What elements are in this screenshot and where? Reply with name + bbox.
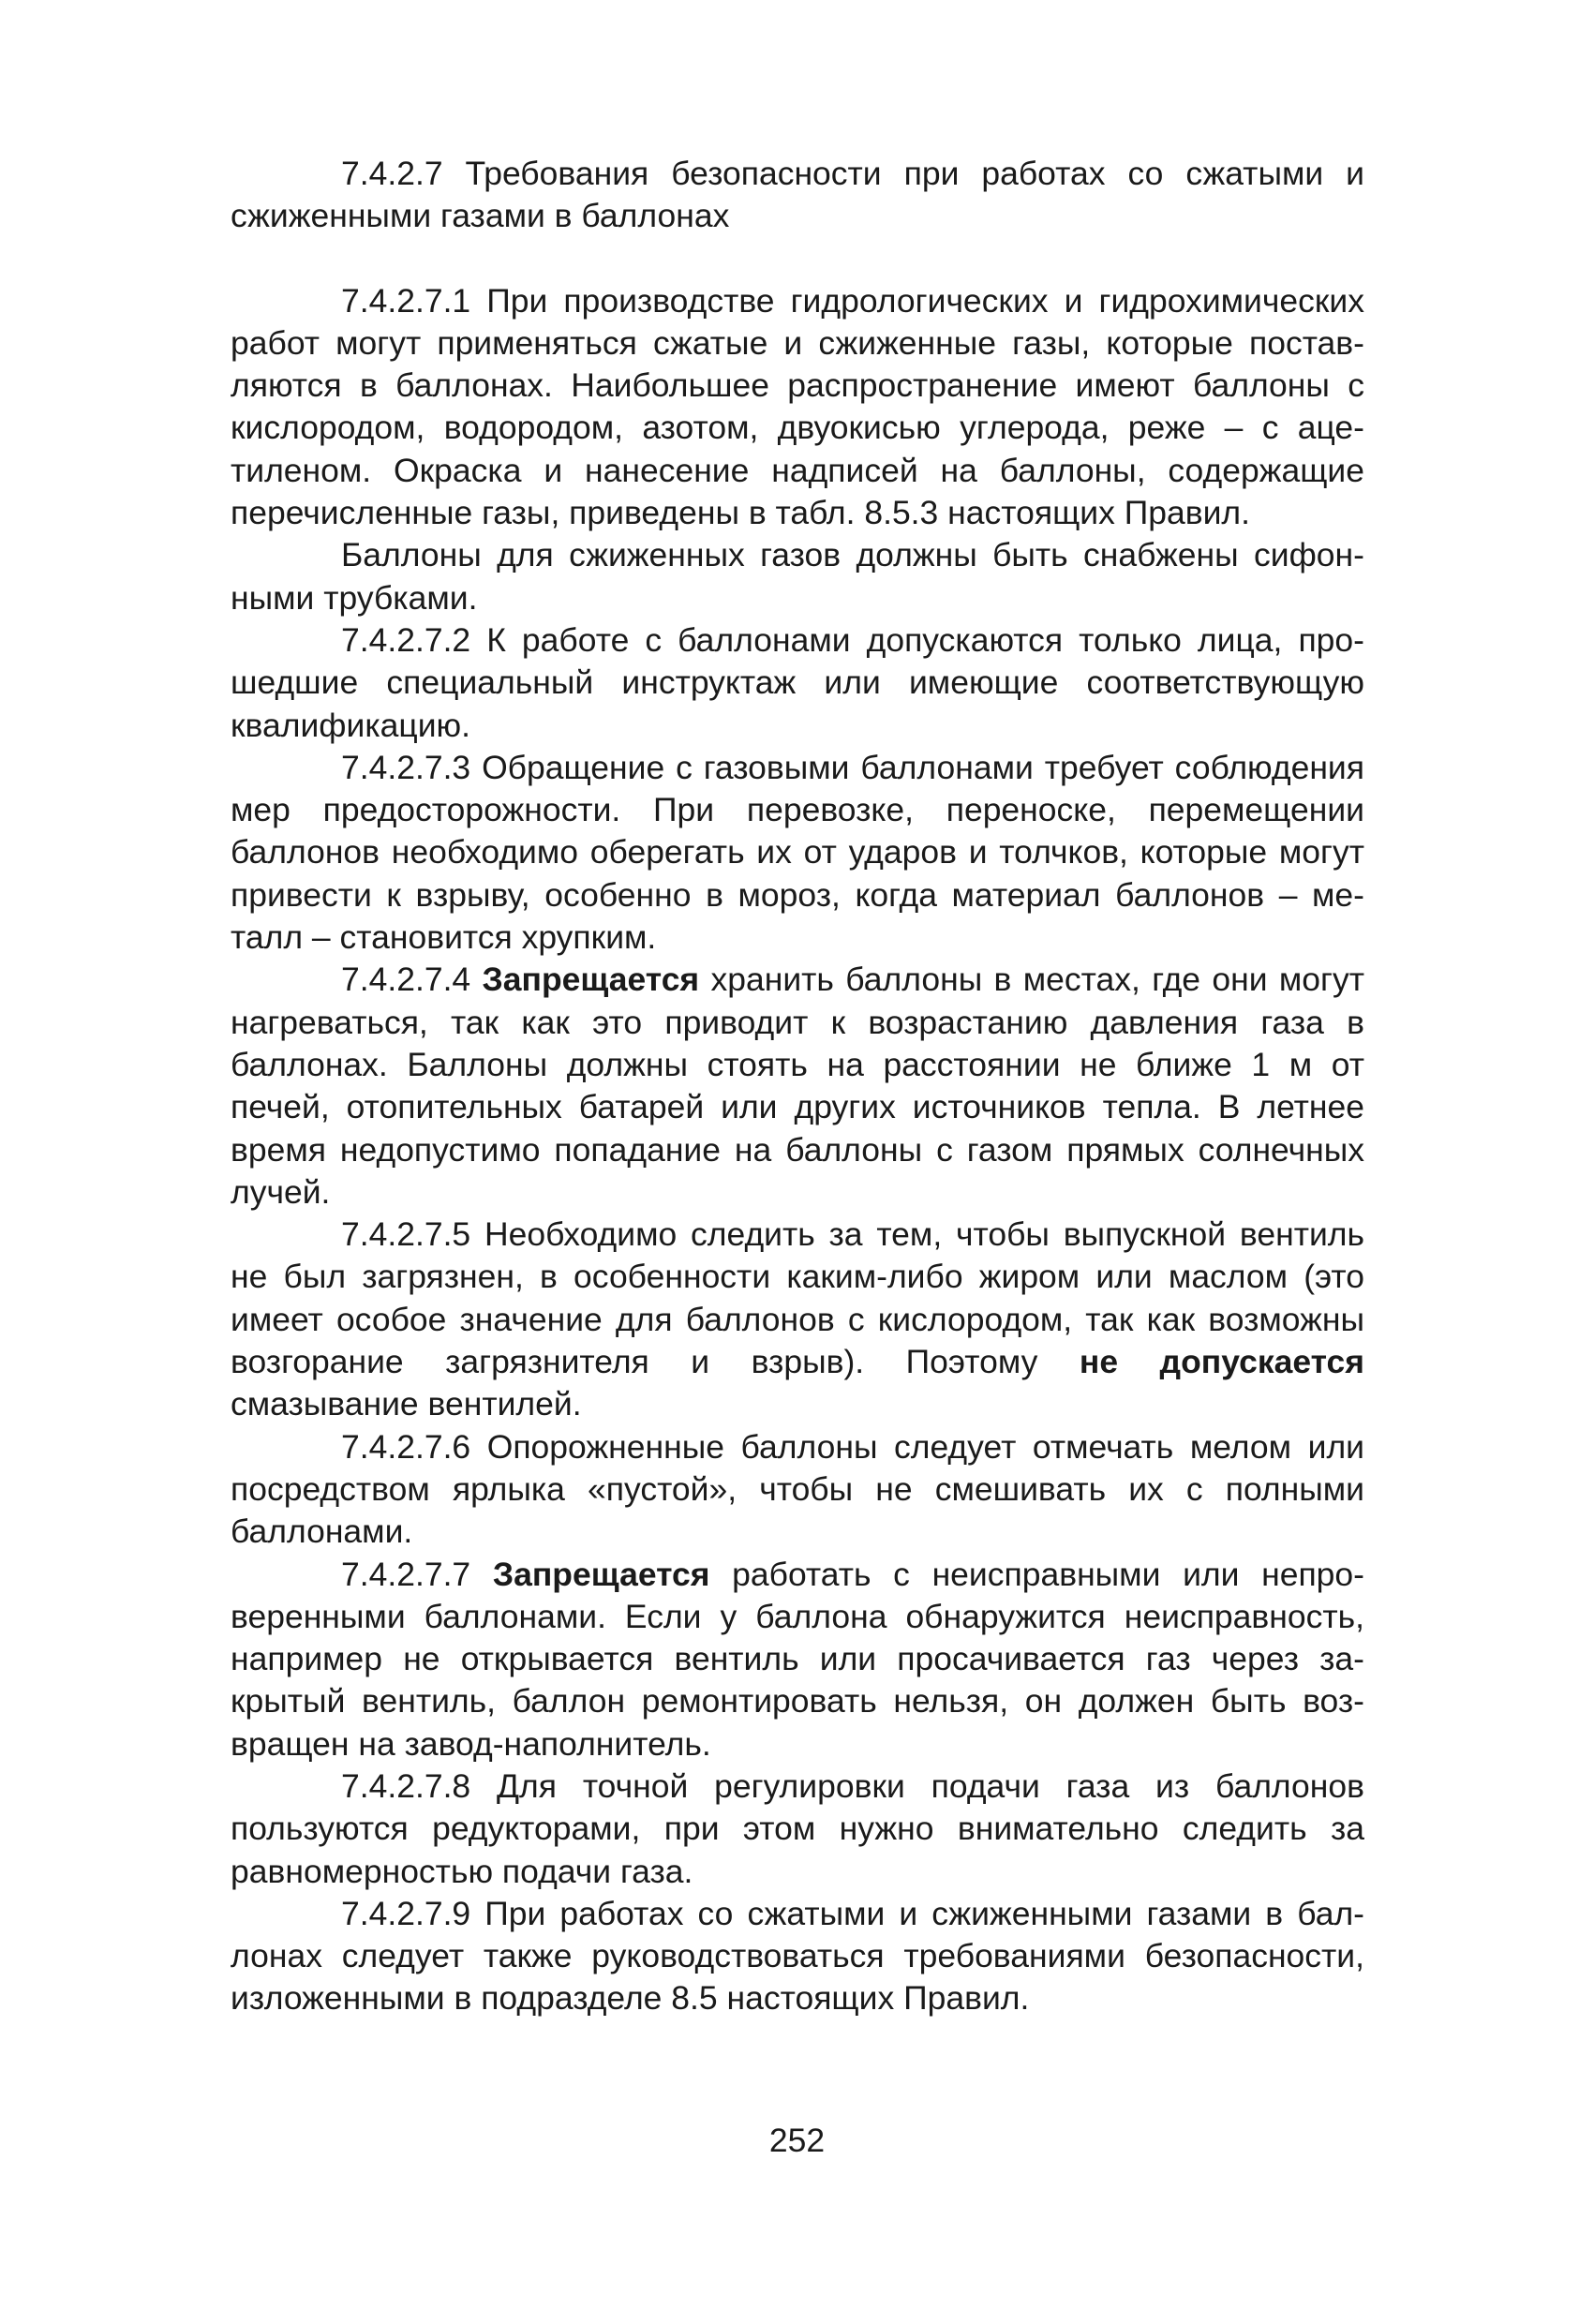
document-body [231, 153, 1364, 2020]
paragraph-7-4-2-7-3: 7.4.2.7.3 Обращение с газовыми баллонами требует соблюдения мер предосторожности. При перевозке, переноске, перемещении баллонов необходимо оберегать их от ударов и толчков, которые могут привести к взрыву, особенно в мороз, когда материал баллонов – металл – становится хрупким. [231, 748, 1364, 957]
clause-number: 7.4.2.7.7 [341, 1555, 471, 1593]
prohibition-emphasis: Запрещается [482, 961, 700, 999]
prohibition-emphasis: не допускается [1079, 1343, 1364, 1381]
prohibition-emphasis: Запрещается [492, 1555, 710, 1593]
clause-text: 7.4.2.7.5 Необходимо следить за тем, чтобы выпускной вентиль не был загрязнен, в особенности каким-либо жиром или маслом (это имеет особое значение для баллонов с кислородом, так как возможны возгорание загрязнителя и взрыв). Поэтому [231, 1215, 1364, 1381]
paragraph-7-4-2-7-5 [231, 1214, 1364, 1425]
clause-text: хранить баллоны в местах, где они могут нагреваться, так как это приводит к возрастанию давления газа в баллонах. Баллоны должны стоять на расстоянии не ближе 1 м от печей, отопительных батарей или других источников тепла. В летнее время недопустимо попадание на баллоны с газом прямых солнечных лучей. [231, 961, 1364, 1211]
paragraph-7-4-2-7-1: 7.4.2.7.1 При производстве гидрологических и гидрохимических работ могут применяться сжатые и сжиженные газы, которые поставляются в баллонах. Наибольшее распространение имеют баллоны с кислородом, водородом, азотом, двуокисью углерода, реже – с ацетиленом. Окраска и нанесение надписей на баллоны, содержащие перечисленные газы, приведены в табл. 8.5.3 настоящих Правил. [231, 281, 1364, 532]
paragraph-siphon-tubes: Баллоны для сжиженных газов должны быть снабжены сифонными трубками. [231, 536, 1364, 617]
clause-number: 7.4.2.7.4 [341, 961, 471, 999]
clause-text-end: смазывание вентилей. [231, 1385, 582, 1423]
paragraph-7-4-2-7-9: 7.4.2.7.9 При работах со сжатыми и сжиженными газами в баллонах следует также руководствоваться требованиями безопасности, изложенными в подразделе 8.5 настоящих Правил. [231, 1894, 1364, 2018]
paragraph-7-4-2-7-8: 7.4.2.7.8 Для точной регулировки подачи газа из баллонов пользуются редукторами, при этом нужно внимательно следить за равномерностью подачи газа. [231, 1766, 1364, 1890]
section-heading: 7.4.2.7 Требования безопасности при работах со сжатыми и сжиженными газами в баллонах [231, 155, 1364, 235]
paragraph-7-4-2-7-4 [231, 959, 1364, 1214]
paragraph-7-4-2-7-7 [231, 1554, 1364, 1765]
page-number: 252 [768, 2122, 826, 2159]
clause-text: работать с неисправными или непроверенными баллонами. Если у баллона обнаружится неисправность, например не открывается вентиль или просачивается газ через закрытый вентиль, баллон ремонтировать нельзя, он должен быть возвращен на завод-наполнитель. [231, 1555, 1364, 1763]
paragraph-7-4-2-7-2: 7.4.2.7.2 К работе с баллонами допускаются только лица, прошедшие специальный инструктаж или имеющие соответствующую квалификацию. [231, 620, 1364, 744]
spacer [231, 238, 1364, 280]
paragraph-7-4-2-7-6: 7.4.2.7.6 Опорожненные баллоны следует отмечать мелом или посредством ярлыка «пустой», чтобы не смешивать их с полными баллонами. [231, 1427, 1364, 1551]
